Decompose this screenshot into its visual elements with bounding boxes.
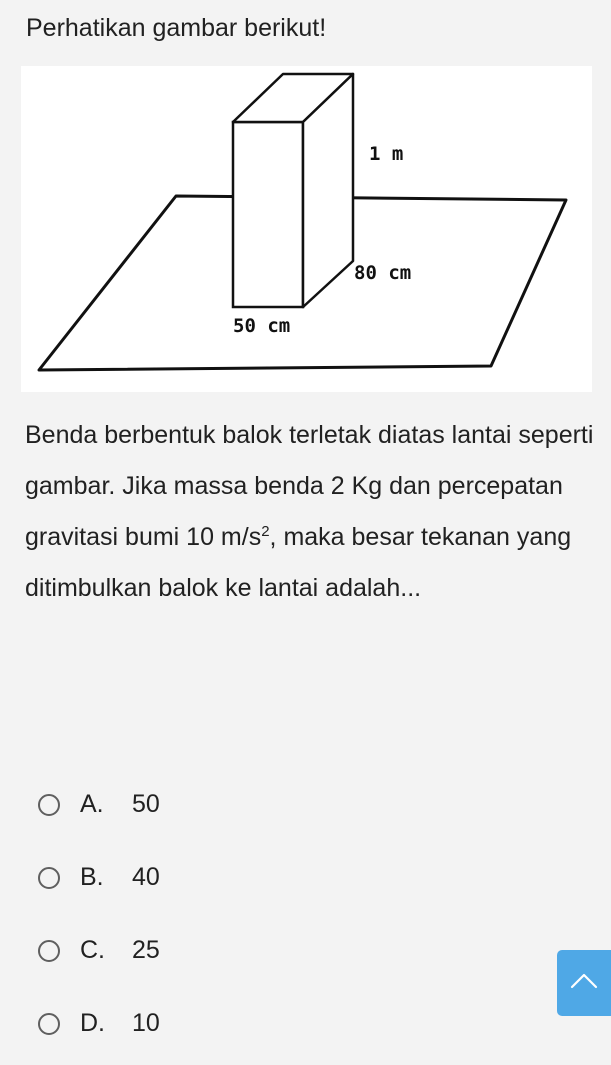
block-on-floor-diagram	[21, 66, 592, 392]
box-front-face	[233, 122, 303, 307]
option-d[interactable]	[38, 987, 160, 1060]
radio-button-icon[interactable]	[38, 867, 60, 889]
scroll-to-top-button[interactable]	[557, 950, 611, 1016]
label-depth: 80 cm	[354, 262, 412, 284]
question-text-before: Benda berbentuk balok terletak diatas lantai seperti gambar. Jika massa benda 2 Kg dan percepatan gravitasi bumi 10 m/s	[25, 421, 594, 551]
option-a[interactable]	[38, 768, 160, 841]
question-figure	[21, 66, 592, 392]
radio-button-icon[interactable]	[38, 1013, 60, 1035]
label-width: 50 cm	[233, 315, 291, 337]
question-superscript: 2	[261, 523, 270, 540]
option-value: 50	[132, 790, 160, 818]
answer-options	[38, 768, 160, 1060]
option-value: 10	[132, 1009, 160, 1037]
question-text-after: , maka besar tekanan yang ditimbulkan balok ke lantai adalah...	[25, 523, 572, 602]
option-b[interactable]	[38, 841, 160, 914]
question-heading: Perhatikan gambar berikut!	[26, 14, 327, 42]
option-letter: D.	[80, 1009, 105, 1037]
option-letter: B.	[80, 863, 104, 891]
option-value: 40	[132, 863, 160, 891]
radio-button-icon[interactable]	[38, 794, 60, 816]
label-height: 1 m	[369, 143, 404, 165]
chevron-up-icon	[570, 973, 598, 989]
option-c[interactable]	[38, 914, 160, 987]
radio-button-icon[interactable]	[38, 940, 60, 962]
option-letter: A.	[80, 790, 104, 818]
option-value: 25	[132, 936, 160, 964]
question-text	[25, 410, 600, 614]
option-letter: C.	[80, 936, 105, 964]
